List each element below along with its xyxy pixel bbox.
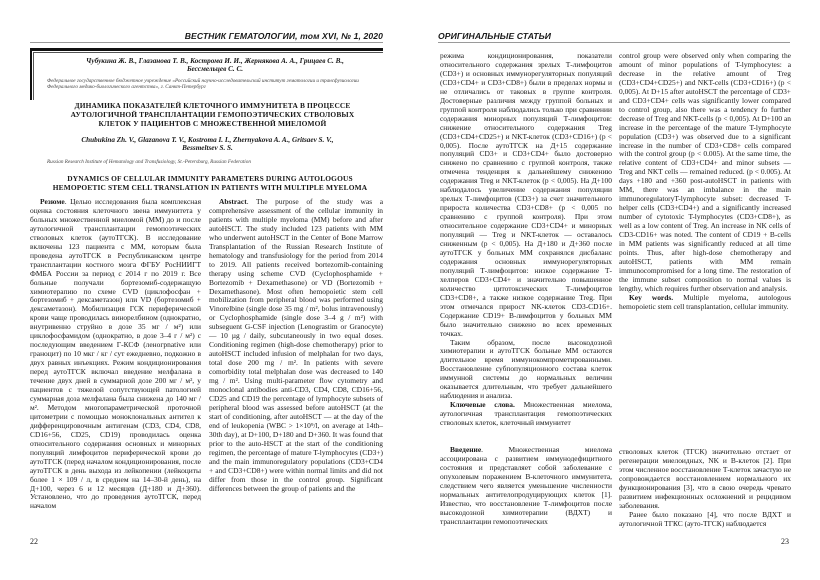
intro-label: Введение (450, 445, 482, 455)
running-head-journal: ВЕСТНИК ГЕМАТОЛОГИИ, том XVI, № 1, 2020 (184, 31, 383, 41)
abstract-continued: control group were observed only when comparing the amount of minor populations of T-lymphocytes: a decrease in the relative amount of Treg (CD3+CD4+CD25+) and NKT-cells (CD3+CD16+) (p < 0,005). At D+15 after autoHSCT the percentage of CD3+ and CD3+CD4+ cells was significantly lower compared to control group, also there was a tendency fo further decrease of Treg and NKT-cells (p < 0,005). At D+100 an increase in the percentage of the mature T-lymphocyte population (CD3+) was observed due to a significant increase in the number of CD3+CD8+ cells compared with the control group (p < 0.005). At the same time, the relative content of CD3+CD4+ and minor subsets — Treg and NKT cells — remained reduced. (p < 0.005). At days +180 and +360 post-autoHSCT in patients with MM, there was an imbalance in the main immunoregulatoryT-lymphocyte subset: decreased T-helper cells (CD3+CD4+) and a significantly increased number of cytotoxic T-lymphocytes (CD3+CD8+), as well as a low content of Treg. An increase in NK cells of CD3-CD16+ was noted. The content of CD19 + B-cells in MM patients was significantly reduced at all time points. Thus, after high-dose chemotherapy and autoHSCT, patients with MM remain immunocompromised for a long time. The restoration of the immune subset composition to normal values is lengthy, which requires further observation and analysis. (619, 51, 791, 293)
keywords-ru: Множественная миелома, аутологичная трансплантация гемопоэтических стволовых клеток, клеточный иммунитет (440, 400, 612, 428)
intro-text: . Множественная миелома ассоциирована с развитием иммунодефицитного состояния и представляет собой заболевание с опухолевым поражением В-клеточного иммунитета, следствием чего является уменьшение численности нормальных антителопродуцирующих клеток [1]. Известно, что восстановление Т-лимфоцитов после высокодозной химиотерапии (ВДХТ) и трансплантации гемопоэтических (440, 445, 612, 526)
summary-column (30, 198, 201, 511)
right-column-2 (619, 52, 791, 312)
summary-continued: режима кондиционирования, показатели относительного содержания зрелых Т-лимфоцитов (CD3+) и основных иммунорегуляторных популяций (CD3+CD4+ и CD3+CD8+) были в пределах нормы и не отличались от таковых в группе контроля. Достоверные различия между группой больных и группой контроля наблюдались только при сравнении содержания минорных популяций Т-лимфоцитов: снижение относительного содержания Treg (CD3+CD4+CD25+) и NKT-клеток (CD3+CD16+) (p < 0,005). После аутоТГСК на Д+15 содержание популяций CD3+ и CD3+CD4+ было достоверно снижено по сравнению с группой контроля, также отмечена тенденция к дальнейшему снижению содержания Treg и NKT-клеток (p < 0,005). На Д+100 наблюдалось увеличение содержания популяции зрелых Т-лимфоцитов (CD3+) за счет значительного прироста количества CD3+CD8+ (p < 0,005 по сравнению с группой контроля). При этом относительное содержание CD3+CD4+ и минорных популяций — Treg и NKT-клеток — оставалось сниженным (p < 0,005). На Д+180 и Д+360 после аутоТГСК у больных ММ сохранялся дисбаланс содержания основных иммунорегуляторных популяций Т-лимфоцитов: низкое содержание Т-хелперов CD3+CD4+ и значительно повышенное количество цитотоксических Т-лимфоцитов CD3+CD8+, а также низкое содержание Treg. При этом отмечался прирост NK-клеток CD3-CD16+. Содержание CD19+ В-лимфоцитов у больных ММ было значительно снижено во всех временных точках. (440, 51, 612, 338)
abstract-text: . The purpose of the study was a comprehensive assessment of the cellular immunity in patients with multiple myeloma (MM) before and after autoHSCT. The study included 123 patients with MM who underwent autoHSCT in the Center of Bone Marrow Transplantation of the Russian Research Institute of hematology and transfusiology for the period from 2014 to 2019. All patients received bortezomib-containing therapy using scheme CVD (Cyclophosphamide + Bortezomib + Dexamethasone) or VD (Bortezomib + Dexamethasone). Most often hemopoietic stem cell mobilization from peripheral blood was performed using Vinorelbine (single dose 35 mg / m², bolus intravenously) or Cyclophosphamide (single dose 3–4 g / m²) with subseguent G-CSF injection (Lenograstim or Granocyte) — 10 µg / daily, subcutaneously in two equal doses. Conditioning regimen (high-dose chemotherapy) prior to autoHSCT included infusion of melphalan for two days, total dose 200 mg / m². In patients with severe comorbidity total melphalan dose was decreased to 140 mg / m². Using multi-parameter flow cytometry and monoclonal antibodies anti-CD3, CD4, CD8, CD16+56, CD25 and CD19 the percentage of lymphocyte subsets of peripheral blood was assessed before autoHSCT (at the start of conditioning, after autoHSCT — at the day of the end of leukopenia (WBC > 1×10⁹/l, on average at 14th–30th day), at D+100, D+180 and D+360. It was found that prior to the auto-HSCT at the start of the conditioning regimen, the percentage of mature T-lymphocytes (CD3+) and the main immunoregulatory populations (CD3+CD4 + and CD3+CD8+) were within normal limits and did not differ from those in the control group. Significant differences between the group of patients and the (209, 197, 383, 493)
affiliation-en: Russian Research Institute of Hematology and Transfusiology, St.-Petersburg, Russian Federation (47, 159, 251, 165)
header-rule (438, 42, 790, 43)
intro-next-paragraph: Ранее было показано [4], что после ВДХТ и аутологичной ТГКС (ауто-ТГСК) наблюдается (619, 509, 791, 528)
abstract-column (209, 198, 383, 493)
abstract-label: Abstract (219, 197, 247, 206)
frame-border (30, 48, 383, 51)
page-number-right: 23 (781, 537, 789, 546)
intro-continued: стволовых клеток (ТГСК) значительно отстает от регенерации миелоидных, NK и В-клеток [2]. При этом численное восстановление Т-клеток зачастую не сопровождается восстановлением нормального их функционирования [3], что в свою очередь чревато развитием инфекционных осложнений и рецидивом заболевания. (619, 447, 791, 510)
summary-label: Резюме (40, 197, 65, 206)
authors-ru: Чубукина Ж. В., Глазанова Т. В., Кострома И. И., Жернякова А. А., Грицаев С. В., Бессмельцев С. С. (86, 57, 344, 73)
keywords-en: Multiple myeloma, autologous hemopoietic stem cell transplantation, cellular immunity. (619, 292, 792, 311)
summary-text: . Целью исследования была комплексная оценка состояния клеточного звена иммунитета у больных множественной миеломой (ММ) до и после аутологичной трансплантации гемопоэтических стволовых клеток (аутоТГСК). В исследование включены 123 пациента с ММ, которым была проведена аутоТГСК в Республиканском центре трансплантации костного мозга ФГБУ РосНИИГТ ФМБА России за период с 2014 г по 2019 г. Все больные получали бортезомиб-содержащую химиотерапию по схеме CVD (циклофосфан + бортезомиб + дексаметазон) или VD (бортезомиб + дексаметазон). Мобилизация ГСК периферической крови чаще проводилась винорелбином (однократно, внутривенно струйно в дозе 35 мг / м²) или циклофосфамидом (однократно, в дозе 3–4 г / м²) с последующим введением Г-КСФ (леногрnative или граноцит) по 10 мкг / кг / сут ежедневно, подкожно в двух равных инъекциях. Режим кондиционирования перед аутоТГСК включал введение мелфалана в течение двух дней в суммарной дозе 200 мг / м², у пациентов с тяжелой сопутствующей патологией суммарная доза мелфалана была снижена до 140 мг / м². Методом многопараметрической проточной цитометрии с помощью моноклональных антител к дифференцировочным антигенам (CD3, CD4, CD8, CD16+56, CD25, CD19) проводилась оценка относительного содержания основных и минорных популяций лимфоцитов периферической крови до аутоТГСК (перед началом кондиционирования, после аутоТГСК в день выхода из лейкопении (лейкоциты более 1 × 109 / л, в среднем на 14–30-й день), на Д+100, через 6 и 12 месяцев (Д+180 и Д+360). Установлено, что до проведения аутоТГСК, перед началом (30, 197, 201, 511)
keywords-en-label: Key words. (629, 292, 674, 302)
frame-border (33, 52, 383, 53)
affiliation-ru: Федеральное государственное бюджетное учреждение «Российский научно-исследовательский институт гематологии и трансфузиологии Федерального медико-биологического агентства», г. Санкт-Петербург (47, 78, 359, 91)
authors-en: Chubukina Zh. V., Glazanova T. V., Kostroma I. I., Zhernyakova A. A., Gritsaev S. V., Bessmeltsev S. S. (81, 136, 334, 152)
right-column-1 (440, 52, 612, 527)
title-en: DYNAMICS OF CELLULAR IMMUNITY PARAMETERS DURING AUTOLOGOUS HEMOPOETIC STEM CELL TRANSLATION IN PATIENTS WITH MULTIPLE MYELOMA (52, 174, 368, 192)
summary-conclusion: Таким образом, после высокодозной химиотерапии и аутоТГСК больные ММ остаются длительное время иммунокомпрометированными. Восстановление субпопуляционного состава клеток иммунной системы до нормальных величин оказывается длительным, что требует дальнейшего наблюдения и анализа. (440, 337, 612, 401)
frame-border (30, 48, 32, 100)
right-column-2-body (619, 448, 791, 529)
title-ru: ДИНАМИКА ПОКАЗАТЕЛЕЙ КЛЕТОЧНОГО ИММУНИТЕТА В ПРОЦЕССЕ АУТОЛОГИЧНОЙ ТРАНСПЛАНТАЦИИ ГЕМОПОЭТИЧЕСКИХ СТВОЛОВЫХ КЛЕТОК У ПАЦИЕНТОВ С МНОЖЕСТВЕННОЙ МИЕЛОМОЙ (70, 101, 355, 128)
page-number-left: 22 (30, 537, 38, 546)
header-rule (30, 42, 383, 43)
frame-border (33, 52, 34, 100)
running-head-section: ОРИГИНАЛЬНЫЕ СТАТЬИ (438, 31, 552, 41)
keywords-ru-label: Ключевые слова. (450, 400, 515, 410)
